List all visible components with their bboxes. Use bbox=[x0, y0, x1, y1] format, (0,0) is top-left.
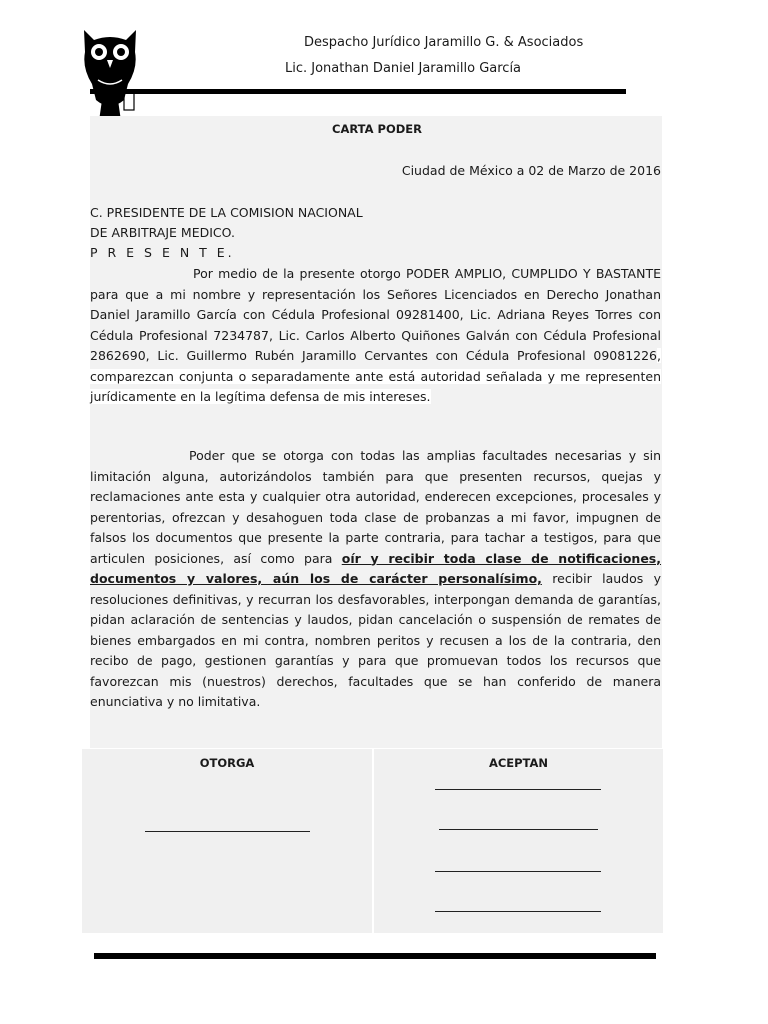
firm-name: Despacho Jurídico Jaramillo G. & Asociados bbox=[304, 35, 584, 50]
grantor-label: OTORGA bbox=[199, 756, 255, 770]
header-rule bbox=[90, 89, 626, 94]
paragraph-2 bbox=[90, 446, 661, 713]
acceptor-signature-line bbox=[435, 789, 601, 791]
footer-rule bbox=[94, 953, 656, 959]
lawyer-name: Lic. Jonathan Daniel Jaramillo García bbox=[285, 61, 522, 76]
paragraph-1-continuation: , comparezcan conjunta o separadamente ante está autoridad señalada y me representen jurídicamente en la legítima defensa de mis intereses. bbox=[90, 348, 661, 404]
document-date: Ciudad de México a 02 de Marzo de 2016 bbox=[401, 163, 661, 178]
owl-logo bbox=[80, 22, 140, 130]
paragraph-1-text: Por medio de la presente otorgo PODER AMPLIO, CUMPLIDO Y BASTANTE para que a mi nombre y representación los Señores Licenciados en Derecho Jonathan Daniel Jaramillo García con Cédula Profesional 09281400, Lic. Adriana Reyes Torres con Cédula Profesional 7234787, Lic. Carlos Alberto Quiñones Galván con Cédula Profesional 2862690, Lic. Guillermo Rubén Jaramillo Cervantes con Cédula Profesional 09081226 bbox=[90, 266, 661, 363]
addressee-line-1: C. PRESIDENTE DE LA COMISION NACIONAL bbox=[90, 205, 363, 220]
acceptor-signature-line bbox=[439, 829, 598, 831]
paragraph-2-text: Poder que se otorga con todas las amplias facultades necesarias y sin limitación alguna, autorizándolos también para que presenten recursos, quejas y reclamaciones ante esta y cualquier otra autoridad, enderecen excepciones, procesales y perentorias, ofrezcan y desahoguen toda clase de probanzas a mi favor, impugnen de falsos los documentos que presente la parte contraria, para tachar a testigos bbox=[90, 448, 661, 545]
paragraph-2-ending: recibir laudos y resoluciones definitivas, y recurran los desfavorables, interpongan demanda de garantías, pidan aclaración de sentencias y laudos, pidan cancelación o suspensión de remates de bienes embargados en mi contra, nombren peritos y recusen a los de la contraria, den recibo de pago, gestionen garantías y para que promuevan todos los recursos que favorezcan mis (nuestros) derechos, facultades que se han conferido de manera enunciativa y no limitativa. bbox=[90, 571, 661, 709]
paragraph-1 bbox=[90, 264, 661, 408]
acceptors-label: ACEPTAN bbox=[488, 756, 549, 770]
acceptor-signature-line bbox=[435, 871, 601, 873]
addressee-line-3: P R E S E N T E. bbox=[90, 245, 235, 260]
paragraph-2-continuation: , para que articulen posiciones, así como para bbox=[90, 530, 661, 566]
paragraph-2-emphasis: oír y recibir toda clase de notificaciones, documentos y valores, aún los de carácter personalísimo, bbox=[90, 550, 662, 586]
addressee-line-2: DE ARBITRAJE MEDICO. bbox=[90, 225, 235, 240]
grantor-signature-line bbox=[145, 831, 310, 833]
acceptor-signature-line bbox=[435, 911, 601, 913]
acceptors-signature-cell bbox=[374, 749, 663, 933]
document-title: CARTA PODER bbox=[332, 122, 422, 136]
grantor-signature-cell bbox=[82, 749, 372, 933]
